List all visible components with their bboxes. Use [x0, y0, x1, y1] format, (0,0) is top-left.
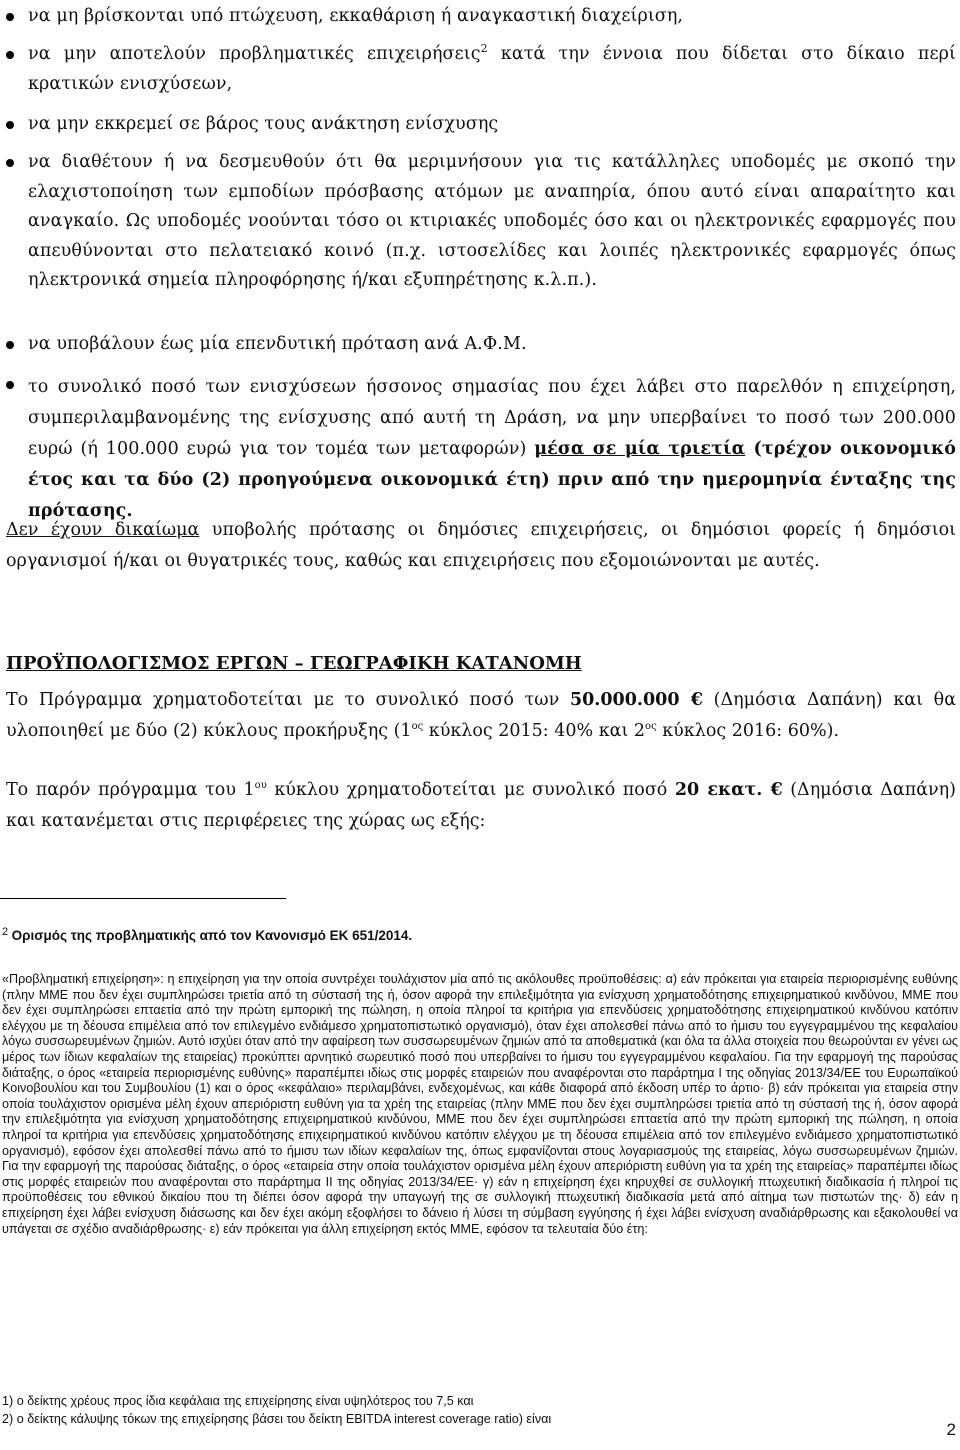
ordinal-suffix: ου: [254, 780, 267, 792]
bullet-text: [28, 372, 956, 527]
footnote-title: [2, 925, 958, 945]
bullet-item: [6, 110, 956, 140]
bullet-text-emphasis: (τρέχον οικονομικό έτος και τα δύο (2) προηγούμενα οικονομικά έτη) πριν από την ημερομηνία ένταξης της πρότασης.: [28, 439, 956, 521]
paragraph-text: κύκλου χρηματοδοτείται με συνολικό ποσό: [266, 780, 675, 800]
footnote-separator: [0, 898, 286, 899]
bullet-item: [6, 2, 956, 32]
bullet-text-part: κατά την έννοια που δίδεται στο δίκαιο περί κρατικών ενισχύσεων,: [28, 44, 956, 94]
bullet-text: να διαθέτουν ή να δεσμευθούν ότι θα μεριμνήσουν για τις κατάλληλες υποδομές με σκοπό την ελαχιστοποίηση των εμποδίων πρόσβασης ατόμων με αναπηρία, όπου αυτό είναι απαραίτητο και αναγκαίο. Ως υποδομές νοούνται τόσο οι κτιριακές υποδομές όσο και οι ηλεκτρονικές εφαρμογές που απευθύνονται στο πελατειακό κοινό (π.χ. ιστοσελίδες και λοιπές ηλεκτρονικές εφαρμογές όπως ηλεκτρονικά σημεία πληροφόρησης ή/και εξυπηρέτησης κ.λ.π.).: [28, 152, 956, 290]
bullet-text-part: το συνολικό ποσό των ενισχύσεων ήσσονος σημασίας που έχει λάβει στο παρελθόν η επιχείρηση, συμπεριλαμβανομένης της ενίσχυσης από αυτή τη Δράση, να μην υπερβαίνει το ποσό των 200.000 ευρώ (ή 100.000 ευρώ για τον τομέα των μεταφορών): [28, 377, 956, 459]
bullet-icon: [6, 13, 14, 21]
bullet-text: να μη βρίσκονται υπό πτώχευση, εκκαθάριση ή αναγκαστική διαχείριση,: [28, 6, 684, 26]
bullet-icon: [6, 159, 14, 167]
footnote-ref[interactable]: 2: [480, 42, 488, 56]
bullet-icon: [6, 121, 14, 129]
budget-paragraph-1: [6, 685, 956, 747]
bullet-text: να μην εκκρεμεί σε βάρος τους ανάκτηση ενίσχυσης: [28, 114, 499, 134]
ordinal-suffix: ος: [411, 721, 424, 733]
bullet-text-emphasis: μέσα σε μία τριετία: [534, 439, 746, 459]
bullet-icon: [6, 381, 14, 389]
paragraph-text: (Δημόσια Δαπάνη) και κατανέμεται στις περιφέρειες της χώρας ως εξής:: [6, 780, 956, 831]
footnote-line: 1) ο δείκτης χρέους προς ίδια κεφάλαια της επιχείρησης είναι υψηλότερος του 7,5 και: [2, 1394, 474, 1408]
paragraph-text: κύκλος 2016: 60%).: [656, 721, 840, 741]
bullet-text: [28, 40, 956, 99]
bullet-icon: [6, 51, 14, 59]
footnote-line: 2) ο δείκτης κάλυψης τόκων της επιχείρησης βάσει του δείκτη EBITDA interest coverage ratio) είναι: [2, 1412, 552, 1426]
page-number: 2: [946, 1420, 956, 1439]
paragraph-text: υποβολής πρότασης οι δημόσιες επιχειρήσεις, οι δημόσιοι φορείς ή δημόσιοι οργανισμοί ή/και οι θυγατρικές τους, καθώς και επιχειρήσεις που εξομοιώνονται με αυτές.: [6, 520, 956, 571]
paragraph-text: κύκλος 2015: 40% και 2: [423, 721, 646, 741]
bullet-item: [6, 330, 956, 360]
section-heading: ΠΡΟΫΠΟΛΟΓΙΣΜΟΣ ΕΡΓΩΝ – ΓΕΩΓΡΑΦΙΚΗ ΚΑΤΑΝΟΜΗ: [6, 653, 582, 674]
footnote-number: 2: [2, 925, 9, 938]
paragraph-text: Το Πρόγραμμα χρηματοδοτείται με το συνολικό ποσό των: [6, 690, 570, 710]
paragraph-text: (Δημόσια Δαπάνη) και θα υλοποιηθεί με δύο (2) κύκλους προκήρυξης (1: [6, 690, 957, 741]
budget-paragraph-2: [6, 775, 956, 837]
bullet-text: να υποβάλουν έως μία επενδυτική πρόταση ανά Α.Φ.Μ.: [28, 334, 527, 354]
bullet-icon: [6, 341, 14, 349]
amount: 20 εκατ. €: [674, 780, 783, 800]
bullet-item: [6, 372, 956, 527]
bullet-item: [6, 40, 956, 99]
ordinal-suffix: ος: [645, 721, 657, 733]
footnote-heading: Ορισμός της προβληματικής από τον Κανονισμό ΕΚ 651/2014.: [11, 928, 413, 943]
bullet-text-part: να μην αποτελούν προβληματικές επιχειρήσεις: [28, 44, 481, 64]
paragraph-no-rights: [6, 515, 956, 577]
bullet-item: [6, 148, 956, 296]
underlined-text: Δεν έχουν δικαίωμα: [6, 520, 200, 540]
footnote-body: «Προβληματική επιχείρηση»: η επιχείρηση για την οποία συντρέχει τουλάχιστον μία από τις ακόλουθες προϋποθέσεις: α) εάν πρόκειται για εταιρεία περιορισμένης ευθύνης (πλην ΜΜΕ που δεν έχει συμπληρώσει τριετία από τη σύστασή της ή, όσον αφορά την επιλεξιμότητα για ενίσχυση χρηματοδότησης επιχειρηματικού κινδύνου, ΜΜΕ που δεν έχει συμπληρώσει επταετία από την πρώτη εμπορική της πώληση, η οποία πληροί τα κριτήρια για επενδύσεις χρηματοδότησης επιχειρηματικού κινδύνου κατόπιν ελέγχου με τη δέουσα επιμέλεια από τον επιλεγμένο ενδιάμεσο χρηματοπιστωτικό οργανισμό), όταν έχει απολεσθεί πάνω από το ήμισυ του εγγεγραμμένου της κεφαλαίου λόγω συσσωρευμένων ζημιών. Αυτό ισχύει όταν από την αφαίρεση των συσσωρευμένων ζημιών από τα αποθεματικά (και όλα τα άλλα στοιχεία που θεωρούνται εν γένει ως μέρος των ίδιων κεφαλαίων της εταιρείας) προκύπτει αρνητικό σωρευτικό ποσό που υπερβαίνει το ήμισυ του εγγεγραμμένου κεφαλαίου. Για την εφαρμογή της παρούσας διάταξης, ο όρος «εταιρεία περιορισμένης ευθύνης» παραπέμπει ιδίως στις μορφές εταιρειών που αναφέρονται στο παράρτημα I της οδηγίας 2013/34/ΕΕ του Ευρωπαϊκού Κοινοβουλίου και του Συμβουλίου (1) και ο όρος «κεφάλαιο» περιλαμβάνει, ενδεχομένως, και κάθε διαφορά από έκδοση υπέρ το άρτιο· β) εάν πρόκειται για εταιρεία στην οποία τουλάχιστον ορισμένα μέλη έχουν απεριόριστη ευθύνη για τα χρέη της εταιρείας (πλην ΜΜΕ που δεν έχει συμπληρώσει τριετία από τη σύστασή της ή, όσον αφορά την επιλεξιμότητα για ενίσχυση χρηματοδότησης επιχειρηματικού κινδύνου, ΜΜΕ που δεν έχει συμπληρώσει επταετία από την πρώτη εμπορική της πώληση, η οποία πληροί τα κριτήρια για επενδύσεις χρηματοδότησης επιχειρηματικού κινδύνου κατόπιν ελέγχου με τη δέουσα επιμέλεια από τον επιλεγμένο ενδιάμεσο χρηματοπιστωτικό οργανισμό), εφόσον έχει απολεσθεί πάνω από το ήμισυ των ιδίων κεφαλαίων της, όπως εμφανίζονται στους λογαριασμούς της εταιρείας, λόγω συσσωρευμένων ζημιών. Για την εφαρμογή της παρούσας διάταξης, ο όρος «εταιρεία στην οποία τουλάχιστον ορισμένα μέλη έχουν απεριόριστη ευθύνη για τα χρέη της εταιρείας» παραπέμπει ιδίως στις μορφές εταιρειών που αναφέρονται στο παράρτημα II της οδηγίας 2013/34/ΕΕ· γ) εάν η επιχείρηση έχει κηρυχθεί σε συλλογική πτωχευτική διαδικασία ή πληροί τις προϋποθέσεις του εθνικού δικαίου που τη διέπει όσον αφορά την υπαγωγή της σε συλλογική πτωχευτική διαδικασία μετά από αίτημα των πιστωτών της· δ) εάν η επιχείρηση έχει λάβει ενίσχυση διάσωσης και δεν έχει ακόμη εξοφλήσει το δάνειο ή λύσει τη σύμβαση εγγύησης ή έχει λάβει ενίσχυση αναδιάρθρωσης και εξακολουθεί να υπάγεται σε σχέδιο αναδιάρθρωσης· ε) εάν πρόκειται για άλλη επιχείρηση εκτός ΜΜΕ, εφόσον τα τελευταία δύο έτη:: [2, 972, 958, 1236]
amount: 50.000.000 €: [569, 690, 703, 710]
paragraph-text: Το παρόν πρόγραμμα του 1: [6, 780, 255, 800]
